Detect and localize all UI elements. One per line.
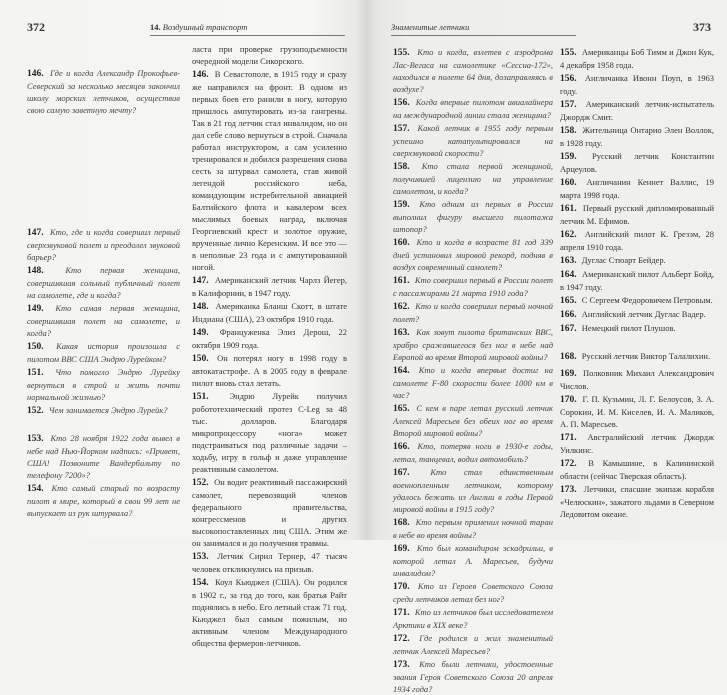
item-number: 149. (27, 304, 44, 314)
left-page (0, 0, 366, 648)
answer-item (192, 390, 347, 475)
item-text: Какая история произошла с пилотом ВВС США Эндрю Лурейком? (27, 341, 180, 364)
right-page (366, 0, 727, 694)
item-text: Кто самый старый по возрасту пилот в мире, который в свои 99 лет не выпускает из рук штурвала? (27, 483, 181, 518)
item-text: Эндрю Лурейк получил робототехнический протез C-Leg за 48 тыс. долларов. Благодаря микропроцессору «нога» может подстраиваться под различные задачи – ходьбу, игру в гольф и даже управление реактивным самолетом. (192, 391, 347, 474)
answer-item (560, 268, 714, 293)
answer-item (192, 274, 347, 299)
question-item (27, 264, 180, 301)
item-text: Как зовут пилота британских ВВС, храбро сражавшегося без ног в небе над Европой во время Второй мировой войны? (393, 327, 554, 362)
item-number: 157. (393, 124, 410, 134)
question-item (393, 516, 553, 541)
item-number: 152. (27, 406, 44, 416)
question-item (27, 67, 180, 116)
question-item (27, 366, 180, 403)
answer-item (192, 352, 347, 389)
answer-continuation (192, 43, 347, 67)
item-text: Английский пилот К. Грезэм, 28 апреля 1910 года. (560, 229, 714, 252)
item-number: 156. (393, 98, 410, 108)
item-text: Француженка Элиз Дерош, 22 октября 1909 года. (192, 327, 347, 350)
item-text: Кто стала первой женщиной, получившей лицензию на управление самолетом, и когда? (393, 161, 553, 196)
answer-item (560, 457, 714, 482)
answer-item (192, 476, 347, 549)
question-item (27, 482, 180, 519)
item-number: 165. (560, 296, 577, 306)
answer-item (560, 294, 714, 307)
item-text: Кто, где и когда совершил первый сверхзвуковой полет и преодолел звуковой барьер? (27, 227, 180, 262)
answer-item (560, 367, 714, 392)
item-number: 155. (393, 48, 410, 58)
item-text: С Сергеем Федоровичем Петровым. (581, 295, 713, 305)
item-number: 167. (393, 468, 410, 478)
item-number: 168. (560, 352, 577, 362)
item-number: 155. (560, 48, 577, 58)
answer-item (560, 46, 714, 71)
item-number: 147. (27, 228, 44, 238)
question-item (393, 46, 553, 95)
item-text: Русский летчик Константин Арцеулов. (560, 151, 714, 174)
item-number: 157. (560, 100, 577, 110)
item-number: 172. (560, 459, 577, 469)
question-item (393, 632, 553, 657)
item-text: Когда впервые пилотом авиалайнера на международной линии стала женщина? (393, 97, 553, 120)
answers-column (192, 0, 347, 649)
question-item (393, 198, 553, 235)
item-number: 166. (393, 442, 410, 452)
answer-item (560, 350, 714, 363)
question-item (393, 326, 553, 363)
item-text: Кто одним из первых в России выполнил фигуру высшего пилотажа штопор? (393, 199, 554, 234)
question-item (27, 432, 180, 481)
item-text: Английский летчик Дуглас Вадер. (581, 309, 706, 319)
item-text: Какой летчик в 1955 году первым успешно катапультировался на сверхзвуковой скорости? (393, 123, 554, 158)
question-item (393, 606, 553, 631)
item-text: Кто и когда, взлетев с аэродрома Лас-Вегаса на самолетике «Сессна-172», находился в полете 64 дня, дозаправляясь в воздухе? (393, 47, 553, 94)
question-item (27, 302, 180, 339)
question-item (393, 300, 553, 325)
answer-item (560, 431, 714, 456)
answer-item (560, 393, 714, 430)
item-number: 165. (393, 404, 410, 414)
item-number: 170. (560, 395, 577, 405)
item-number: 152. (192, 478, 209, 488)
item-text: Где и когда Александр Прокофьев-Северский за несколько месяцев закончил школу морских летчиков, осуществив свою самую заветную мечту? (27, 68, 181, 115)
item-number: 163. (393, 328, 410, 338)
answer-item (560, 124, 714, 149)
running-head-title: Воздушный транспорт (162, 22, 248, 32)
item-number: 169. (560, 369, 577, 379)
answer-item (560, 322, 714, 335)
item-text: Кто из летчиков был исследователем Арктики в XIX веке? (393, 607, 554, 630)
item-number: 154. (192, 578, 209, 588)
item-text: Американский пилот Альберт Бойд, в 1947 году. (560, 269, 715, 292)
item-text: Кто, потеряв ноги в 1930-е годы, летал, танцевал, водил автомобиль? (393, 441, 553, 464)
item-text: Кто и когда в возрасте 81 год 339 дней установил мировой рекорд, подняв в воздух современный самолет? (393, 237, 554, 272)
item-text: ласта при проверке грузоподъемности очередной модели Сикорского. (192, 44, 347, 66)
item-text: Дуглас Стюарт Бейдер. (581, 255, 666, 265)
item-text: Русский летчик Виктор Талалихин. (581, 351, 711, 361)
item-text: Австралийский летчик Джордж Уилкинс. (560, 432, 715, 455)
item-text: Кто и когда совершил первый ночной полет? (393, 301, 554, 324)
item-number: 161. (393, 276, 410, 286)
question-item (393, 466, 553, 515)
item-number: 162. (560, 230, 577, 240)
question-item (393, 658, 553, 695)
item-number: 159. (393, 200, 410, 210)
item-text: Он водит реактивный пассажирский самолет, перевозящий членов федерального правительства, конгрессменов и других высокопоставленных лиц США. Этим же он занимался и до получения травмы. (192, 477, 348, 548)
item-number: 156. (560, 74, 577, 84)
item-number: 172. (393, 634, 410, 644)
question-item (27, 226, 180, 263)
answer-item (560, 202, 714, 227)
answer-item (560, 176, 714, 201)
item-text: Кто самая первая женщина, совершившая полет на самолете, и когда? (27, 303, 181, 338)
answer-item (192, 550, 347, 575)
item-text: Кто из Героев Советского Союза среди летчиков летал без ног? (393, 581, 553, 604)
answer-item (560, 98, 714, 123)
item-number: 146. (27, 69, 44, 79)
item-number: 153. (27, 434, 44, 444)
answer-item (560, 72, 714, 97)
item-number: 166. (560, 310, 577, 320)
item-number: 171. (560, 433, 577, 443)
question-item (393, 236, 553, 273)
item-number: 146. (192, 70, 209, 80)
item-number: 164. (560, 270, 577, 280)
item-text: Г. П. Кузьмин, Л. Г. Белоусов, З. А. Сорокин, И. М. Киселев, И. А. Маликов, А. П. Маресьев. (560, 394, 715, 429)
item-number: 168. (393, 518, 410, 528)
running-head-number: 14. (150, 22, 161, 32)
question-item (393, 402, 553, 439)
answer-item (560, 254, 714, 267)
item-text: Кто первая женщина, совершившая сольный публичный полет на самолете, где и когда? (27, 265, 180, 300)
item-text: С кем в паре летал русский летчик Алексей Маресьев без обеих ног во время Второй мировой войны? (393, 403, 553, 438)
item-number: 161. (560, 204, 577, 214)
item-number: 159. (560, 152, 577, 162)
question-item (393, 542, 553, 579)
item-text: Американка Бланш Скотт, в штате Индиана (США), 23 октября 1910 года. (192, 301, 348, 324)
answer-item (192, 576, 347, 649)
item-text: Англичанка Ивонн Поуп, в 1963 году. (560, 73, 714, 96)
item-text: Летчик Сирил Тернер, 47 тысяч человек откликнулись на призыв. (192, 551, 347, 574)
item-number: 151. (192, 392, 209, 402)
answer-item (192, 300, 347, 325)
question-item (393, 580, 553, 605)
item-text: В Севастополе, в 1915 году и сразу же направился на фронт. В одном из первых боев его ранили в ногу, которую пришлось ампутировать из-за гангрены. Так в 21 год летчик стал инвалидом, но он дал себе слово вернуться в строй. Сначала работал инструктором, а сам усиленно тренировался и добился разрешения снова сесть за штурвал самолета, став живой легендой российского неба, командующим истребительной авиацией Балтийского флота и кавалером всех мыслимых боевых наград, включая Георгиевский крест и золотое оружие, врученные лично Керенским. И все это — в неполные 23 года и с ампутированной ногой. (192, 69, 348, 272)
question-item (393, 160, 553, 197)
question-item (393, 96, 553, 121)
item-number: 150. (27, 342, 44, 352)
item-text: Он потерял ногу в 1998 году в автокатастрофе. А в 2005 году в феврале пилот вновь стал летать. (192, 353, 347, 388)
item-number: 148. (192, 302, 209, 312)
item-text: Летчики, спасшие экипаж корабля «Челюскин», зажатого льдами в Северном Ледовитом океане. (560, 484, 714, 519)
item-number: 153. (192, 552, 209, 562)
item-number: 169. (393, 544, 410, 554)
page-number: 373 (693, 20, 711, 34)
page-number: 372 (27, 20, 45, 34)
item-text: Кто были летчики, удостоенные звания Героя Советского Союза 20 апреля 1934 года? (393, 659, 554, 694)
question-item (27, 340, 180, 365)
item-text: Американский летчик Чарлз Йегер, в Калифорнии, в 1947 году. (192, 275, 347, 298)
item-text: Первый русский дипломированный летчик М. Ефимов. (560, 203, 714, 226)
item-number: 154. (27, 484, 44, 494)
question-item (393, 122, 553, 159)
answer-item (560, 150, 714, 175)
item-number: 173. (393, 660, 410, 670)
item-number: 148. (27, 266, 44, 276)
item-text: Полковник Михаил Александрович Числов. (560, 368, 714, 391)
item-number: 160. (393, 238, 410, 248)
item-number: 164. (393, 366, 410, 376)
item-text: Американцы Боб Тимм и Джон Кук, 4 декабря 1958 года. (560, 47, 715, 70)
answer-item (560, 308, 714, 321)
answer-item (192, 68, 347, 273)
answer-item (560, 483, 714, 520)
question-item (27, 404, 180, 417)
item-text: Кто совершил первый в России полет с пассажирами 21 марта 1910 года? (393, 275, 553, 298)
question-item (393, 364, 553, 401)
item-text: Кто и когда впервые достиг на самолете F-80 скорости более 1000 км в час? (393, 365, 553, 400)
question-item (393, 440, 553, 465)
item-text: Американский летчик-испытатель Джордж Смит. (560, 99, 715, 122)
item-text: Чем занимается Эндрю Лурейк? (48, 405, 168, 415)
question-item (393, 274, 553, 299)
item-text: Англичанин Кеннет Валлис, 19 марта 1998 года. (560, 177, 714, 200)
item-text: Жительница Онтарио Элен Воллок, в 1928 году. (560, 125, 714, 148)
item-number: 170. (393, 582, 410, 592)
item-text: Кто 28 ноября 1922 года вывел в небе над Нью-Йорком надпись: «Привет, США! Позвоните Вандербильту по телефону 7200»? (27, 433, 180, 480)
item-number: 158. (393, 162, 410, 172)
answer-item (560, 228, 714, 253)
answer-item (192, 326, 347, 351)
item-text: Кто первым применил ночной таран в небе во время войны? (393, 517, 553, 540)
item-text: Коул Кьюджел (США). Он родился в 1902 г., за год до того, как братья Райт поднялись в небо. Его летный стаж 71 год. Кьюджел был самым пожилым, но активным членом Международного общества фермеров-летчиков. (192, 577, 348, 648)
questions-column (27, 0, 180, 519)
item-number: 151. (27, 368, 44, 378)
item-number: 173. (560, 485, 577, 495)
item-number: 167. (560, 324, 577, 334)
item-text: Кто стал единственным военнопленным летчиком, которому удалось бежать из Англии в годы Первой мировой войны в 1915 году? (393, 467, 553, 514)
item-number: 162. (393, 302, 410, 312)
item-number: 163. (560, 256, 577, 266)
answers-column (560, 0, 714, 520)
item-number: 150. (192, 354, 209, 364)
item-number: 147. (192, 276, 209, 286)
item-number: 171. (393, 608, 410, 618)
questions-column (393, 0, 553, 695)
item-number: 149. (192, 328, 209, 338)
item-number: 160. (560, 178, 577, 188)
item-text: Немецкий пилот Плушов. (581, 323, 676, 333)
item-text: Кто был командиром эскадрильи, в которой летал А. Маресьев, будучи инвалидом? (393, 543, 554, 578)
item-text: В Камышине, в Калининской области (сейчас Тверская область). (560, 458, 714, 481)
running-head-title: Знаменитые летчики (391, 22, 470, 32)
item-number: 158. (560, 126, 577, 136)
item-text: Что помогло Эндрю Лурейку вернуться в строй и жить почти нормальной жизнью? (27, 367, 180, 402)
item-text: Где родился и жил знаменитый летчик Алексей Маресьев? (393, 633, 553, 656)
